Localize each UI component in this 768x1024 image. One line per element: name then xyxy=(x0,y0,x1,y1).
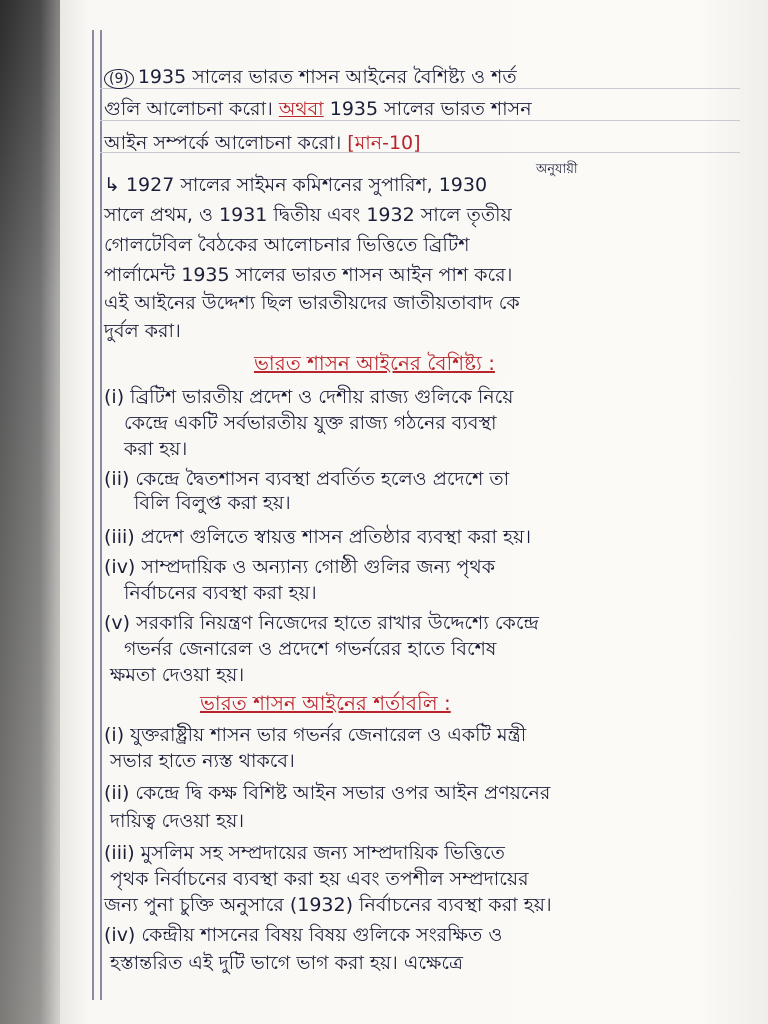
term-line: সভার হাতে ন্যস্ত থাকবে। xyxy=(110,750,295,772)
feature-line: গভর্নর জেনারেল ও প্রদেশে গভর্নরের হাতে বিশেষ xyxy=(124,638,497,660)
term-line: হস্তান্তরিত এই দুটি ভাগে ভাগ করা হয়। এক্ষেত্রে xyxy=(110,952,463,974)
page-shadow xyxy=(0,0,60,1024)
feature-line: বিলি বিলুপ্ত করা হয়। xyxy=(134,492,291,514)
answer-line: গোলটেবিল বৈঠকের আলোচনার ভিত্তিতে ব্রিটিশ xyxy=(104,234,470,256)
term-line: (ii) কেন্দ্রে দ্বি কক্ষ বিশিষ্ট আইন সভার ওপর আইন প্রণয়নের xyxy=(104,782,551,804)
or-label: অথবা xyxy=(278,98,324,120)
margin-line xyxy=(92,30,94,1000)
answer-line: দুর্বল করা। xyxy=(104,320,181,342)
feature-line: (iv) সাম্প্রদায়িক ও অন্যান্য গোষ্ঠী গুলির জন্য পৃথক xyxy=(104,556,495,578)
term-line: পৃথক নির্বাচনের ব্যবস্থা করা হয় এবং তপশীল সম্প্রদায়ের xyxy=(110,868,529,890)
handwritten-content xyxy=(104,60,722,1010)
term-line: (iv) কেন্দ্রীয় শাসনের বিষয় বিষয় গুলিকে সংরক্ষিত ও xyxy=(104,924,503,946)
answer-line: ↳ 1927 সালের সাইমন কমিশনের সুপারিশ, 1930 xyxy=(104,174,488,196)
feature-line: (iii) প্রদেশ গুলিতে স্বায়ত্ত শাসন প্রতিষ্ঠার ব্যবস্থা করা হয়। xyxy=(104,526,532,548)
feature-line: কেন্দ্রে একটি সর্বভারতীয় যুক্ত রাজ্য গঠনের ব্যবস্থা xyxy=(124,412,497,434)
term-line: (iii) মুসলিম সহ সম্প্রদায়ের জন্য সাম্প্রদায়িক ভিত্তিতে xyxy=(104,842,505,864)
answer-line: পার্লামেন্ট 1935 সালের ভারত শাসন আইন পাশ করে। xyxy=(104,264,513,286)
term-line: জন্য পুনা চুক্তি অনুসারে (1932) নির্বাচনের ব্যবস্থা করা হয়। xyxy=(104,894,552,916)
feature-line: ক্ষমতা দেওয়া হয়। xyxy=(110,664,245,686)
terms-heading: ভারত শাসন আইনের শর্তাবলি : xyxy=(200,691,451,715)
feature-line: (ii) কেন্দ্রে দ্বৈতশাসন ব্যবস্থা প্রবর্তিত হলেও প্রদেশে তা xyxy=(104,468,510,490)
question-line-3: আইন সম্পর্কে আলোচনা করো। [মান-10] xyxy=(104,132,421,154)
term-line: দায়িত্ব দেওয়া হয়। xyxy=(110,810,245,832)
answer-line: এই আইনের উদ্দেশ্য ছিল ভারতীয়দের জাতীয়তাবাদ কে xyxy=(104,292,520,314)
feature-line: (v) সরকারি নিয়ন্ত্রণ নিজেদের হাতে রাখার উদ্দেশ্যে কেন্দ্রে xyxy=(104,612,539,634)
term-line: (i) যুক্তরাষ্ট্রীয় শাসন ভার গভর্নর জেনারেল ও একটি মন্ত্রী xyxy=(104,724,527,746)
question-number: (9) xyxy=(104,69,134,89)
question-line-1: (9) 1935 সালের ভারত শাসন আইনের বৈশিষ্ট্য ও শর্ত xyxy=(104,66,517,89)
feature-line: নির্বাচনের ব্যবস্থা করা হয়। xyxy=(124,582,317,604)
feature-line: (i) ব্রিটিশ ভারতীয় প্রদেশ ও দেশীয় রাজ্য গুলিকে নিয়ে xyxy=(104,386,514,408)
feature-line: করা হয়। xyxy=(124,438,188,460)
answer-line: সালে প্রথম, ও 1931 দ্বিতীয় এবং 1932 সালে তৃতীয় xyxy=(104,204,512,226)
superscript-note: অনুযায়ী xyxy=(536,162,578,177)
features-heading: ভারত শাসন আইনের বৈশিষ্ট্য : xyxy=(254,351,495,375)
marks-label: [মান-10] xyxy=(347,132,421,154)
margin-line xyxy=(100,30,102,1000)
question-line-2: গুলি আলোচনা করো। অথবা 1935 সালের ভারত শাসন xyxy=(104,98,532,120)
